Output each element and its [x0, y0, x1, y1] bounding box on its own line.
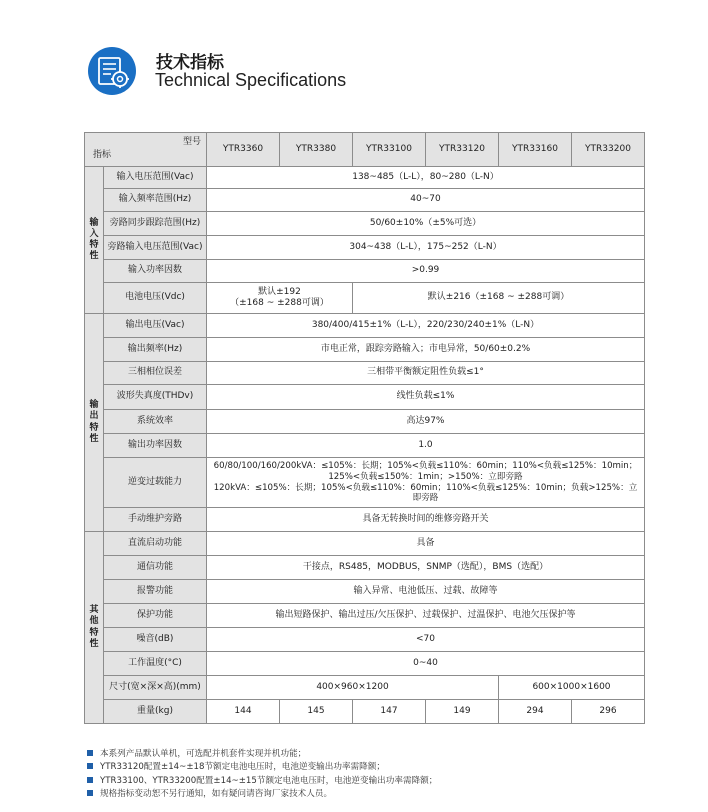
battery-range-a: （±168 ~ ±288可调） [230, 298, 329, 308]
header-row [85, 133, 645, 167]
table-row [85, 676, 645, 700]
page-subtitle: Technical Specifications [155, 70, 347, 90]
row-value: 50/60±10%（±5%可选） [207, 212, 645, 236]
category-label: 其 他 特 性 [89, 605, 99, 649]
row-value: 输入异常、电池低压、过载、故障等 [207, 580, 645, 604]
model-header: YTR33200 [572, 133, 645, 167]
row-label: 旁路同步跟踪范围(Hz) [104, 212, 207, 236]
corner-cell [85, 133, 207, 167]
row-label: 尺寸(宽×深×高)(mm) [104, 676, 207, 700]
category-label: 输 出 特 性 [89, 400, 99, 444]
table-row [85, 628, 645, 652]
battery-default-a: 默认±192 [258, 286, 301, 297]
table-row [85, 260, 645, 283]
row-value: 三相带平衡额定阻性负载≤1° [207, 362, 645, 385]
row-value: 600×1000×1600 [499, 676, 645, 700]
page-title: 技术指标 [156, 53, 224, 73]
table-row [85, 314, 645, 338]
row-label: 手动维护旁路 [104, 508, 207, 532]
row-label: 旁路输入电压范围(Vac) [104, 236, 207, 260]
row-value: 干接点，RS485，MODBUS，SNMP（选配），BMS（选配） [207, 556, 645, 580]
row-value: 高达97% [207, 410, 645, 434]
square-bullet-icon [87, 763, 93, 769]
weight-value: 296 [572, 700, 645, 724]
note-text: 本系列产品默认单机，可选配并机套件实现并机功能； [100, 748, 307, 759]
overload-line-2: 120kVA：≤105%：长期；105%<负载≤110%：60min；110%<负载≤125%：10min；负载>125%：立即旁路 [213, 482, 638, 504]
row-label: 逆变过载能力 [104, 458, 207, 508]
table-row [85, 604, 645, 628]
square-bullet-icon [87, 777, 93, 783]
notes-list [87, 746, 437, 800]
table-row [85, 532, 645, 556]
row-label: 输出电压(Vac) [104, 314, 207, 338]
corner-model-label: 型号 [182, 137, 201, 147]
table-row [85, 508, 645, 532]
row-label: 系统效率 [104, 410, 207, 434]
row-value: 138~485（L-L），80~280（L-N） [207, 167, 645, 189]
note-item [87, 760, 437, 774]
weight-value: 149 [426, 700, 499, 724]
row-label: 报警功能 [104, 580, 207, 604]
row-label: 输入电压范围(Vac) [104, 167, 207, 189]
row-label: 噪音(dB) [104, 628, 207, 652]
model-header: YTR33160 [499, 133, 572, 167]
input-category [85, 167, 104, 314]
model-header: YTR33120 [426, 133, 499, 167]
row-value: 304~438（L-L），175~252（L-N） [207, 236, 645, 260]
row-value: 380/400/415±1%（L-L），220/230/240±1%（L-N） [207, 314, 645, 338]
spec-table [84, 132, 645, 724]
table-row [85, 700, 645, 724]
row-value: <70 [207, 628, 645, 652]
table-row [85, 434, 645, 458]
table-row [85, 458, 645, 508]
row-label: 工作温度(°C) [104, 652, 207, 676]
table-row [85, 580, 645, 604]
table-row [85, 410, 645, 434]
document-gear-icon [87, 46, 137, 96]
row-label: 输入频率范围(Hz) [104, 189, 207, 212]
weight-value: 144 [207, 700, 280, 724]
table-row [85, 362, 645, 385]
row-label: 输入功率因数 [104, 260, 207, 283]
row-value [207, 283, 353, 314]
row-label: 保护功能 [104, 604, 207, 628]
other-category [85, 532, 104, 724]
table-row [85, 338, 645, 362]
table-row [85, 385, 645, 410]
table-row [85, 236, 645, 260]
weight-value: 147 [353, 700, 426, 724]
note-text: YTR33120配置±14~±18节额定电池电压时，电池逆变输出功率需降额； [100, 762, 385, 773]
note-text: YTR33100、YTR33200配置±14~±15节额定电池电压时，电池逆变输出功率需降额； [100, 775, 438, 786]
row-label: 重量(kg) [104, 700, 207, 724]
note-item [87, 787, 437, 801]
row-value: 输出短路保护、输出过压/欠压保护、过载保护、过温保护、电池欠压保护等 [207, 604, 645, 628]
square-bullet-icon [87, 790, 93, 796]
row-value: 默认±216（±168 ~ ±288可调） [353, 283, 645, 314]
row-value: 具备无转换时间的维修旁路开关 [207, 508, 645, 532]
row-value: 0~40 [207, 652, 645, 676]
row-value: 1.0 [207, 434, 645, 458]
corner-spec-label: 指标 [93, 149, 112, 160]
table-row [85, 189, 645, 212]
note-item [87, 773, 437, 787]
note-text: 规格指标变动恕不另行通知，如有疑问请咨询厂家技术人员。 [100, 789, 333, 800]
row-value: 市电正常，跟踪旁路输入；市电异常，50/60±0.2% [207, 338, 645, 362]
overload-line-1: 60/80/100/160/200kVA：≤105%：长期；105%<负载≤110%：60min；110%<负载≤125%：10min；125%<负载≤150%：1min；>150%：立即旁路 [213, 461, 638, 482]
table-row [85, 212, 645, 236]
row-label: 通信功能 [104, 556, 207, 580]
output-category [85, 314, 104, 532]
row-label: 电池电压(Vdc) [104, 283, 207, 314]
row-value: >0.99 [207, 260, 645, 283]
row-value: 400×960×1200 [207, 676, 499, 700]
row-label: 直流启动功能 [104, 532, 207, 556]
model-header: YTR33100 [353, 133, 426, 167]
row-value: 具备 [207, 532, 645, 556]
row-label: 波形失真度(THDv) [104, 385, 207, 410]
model-header: YTR3380 [280, 133, 353, 167]
table-row [85, 167, 645, 189]
row-label: 三相相位误差 [104, 362, 207, 385]
row-value: 线性负载≤1% [207, 385, 645, 410]
table-row [85, 283, 645, 314]
weight-value: 145 [280, 700, 353, 724]
category-label: 输 入 特 性 [89, 217, 99, 262]
table-row [85, 556, 645, 580]
row-label: 输出功率因数 [104, 434, 207, 458]
weight-value: 294 [499, 700, 572, 724]
row-label: 输出频率(Hz) [104, 338, 207, 362]
note-item [87, 746, 437, 760]
model-header: YTR3360 [207, 133, 280, 167]
row-value: 40~70 [207, 189, 645, 212]
square-bullet-icon [87, 750, 93, 756]
row-value [207, 458, 645, 508]
table-row [85, 652, 645, 676]
